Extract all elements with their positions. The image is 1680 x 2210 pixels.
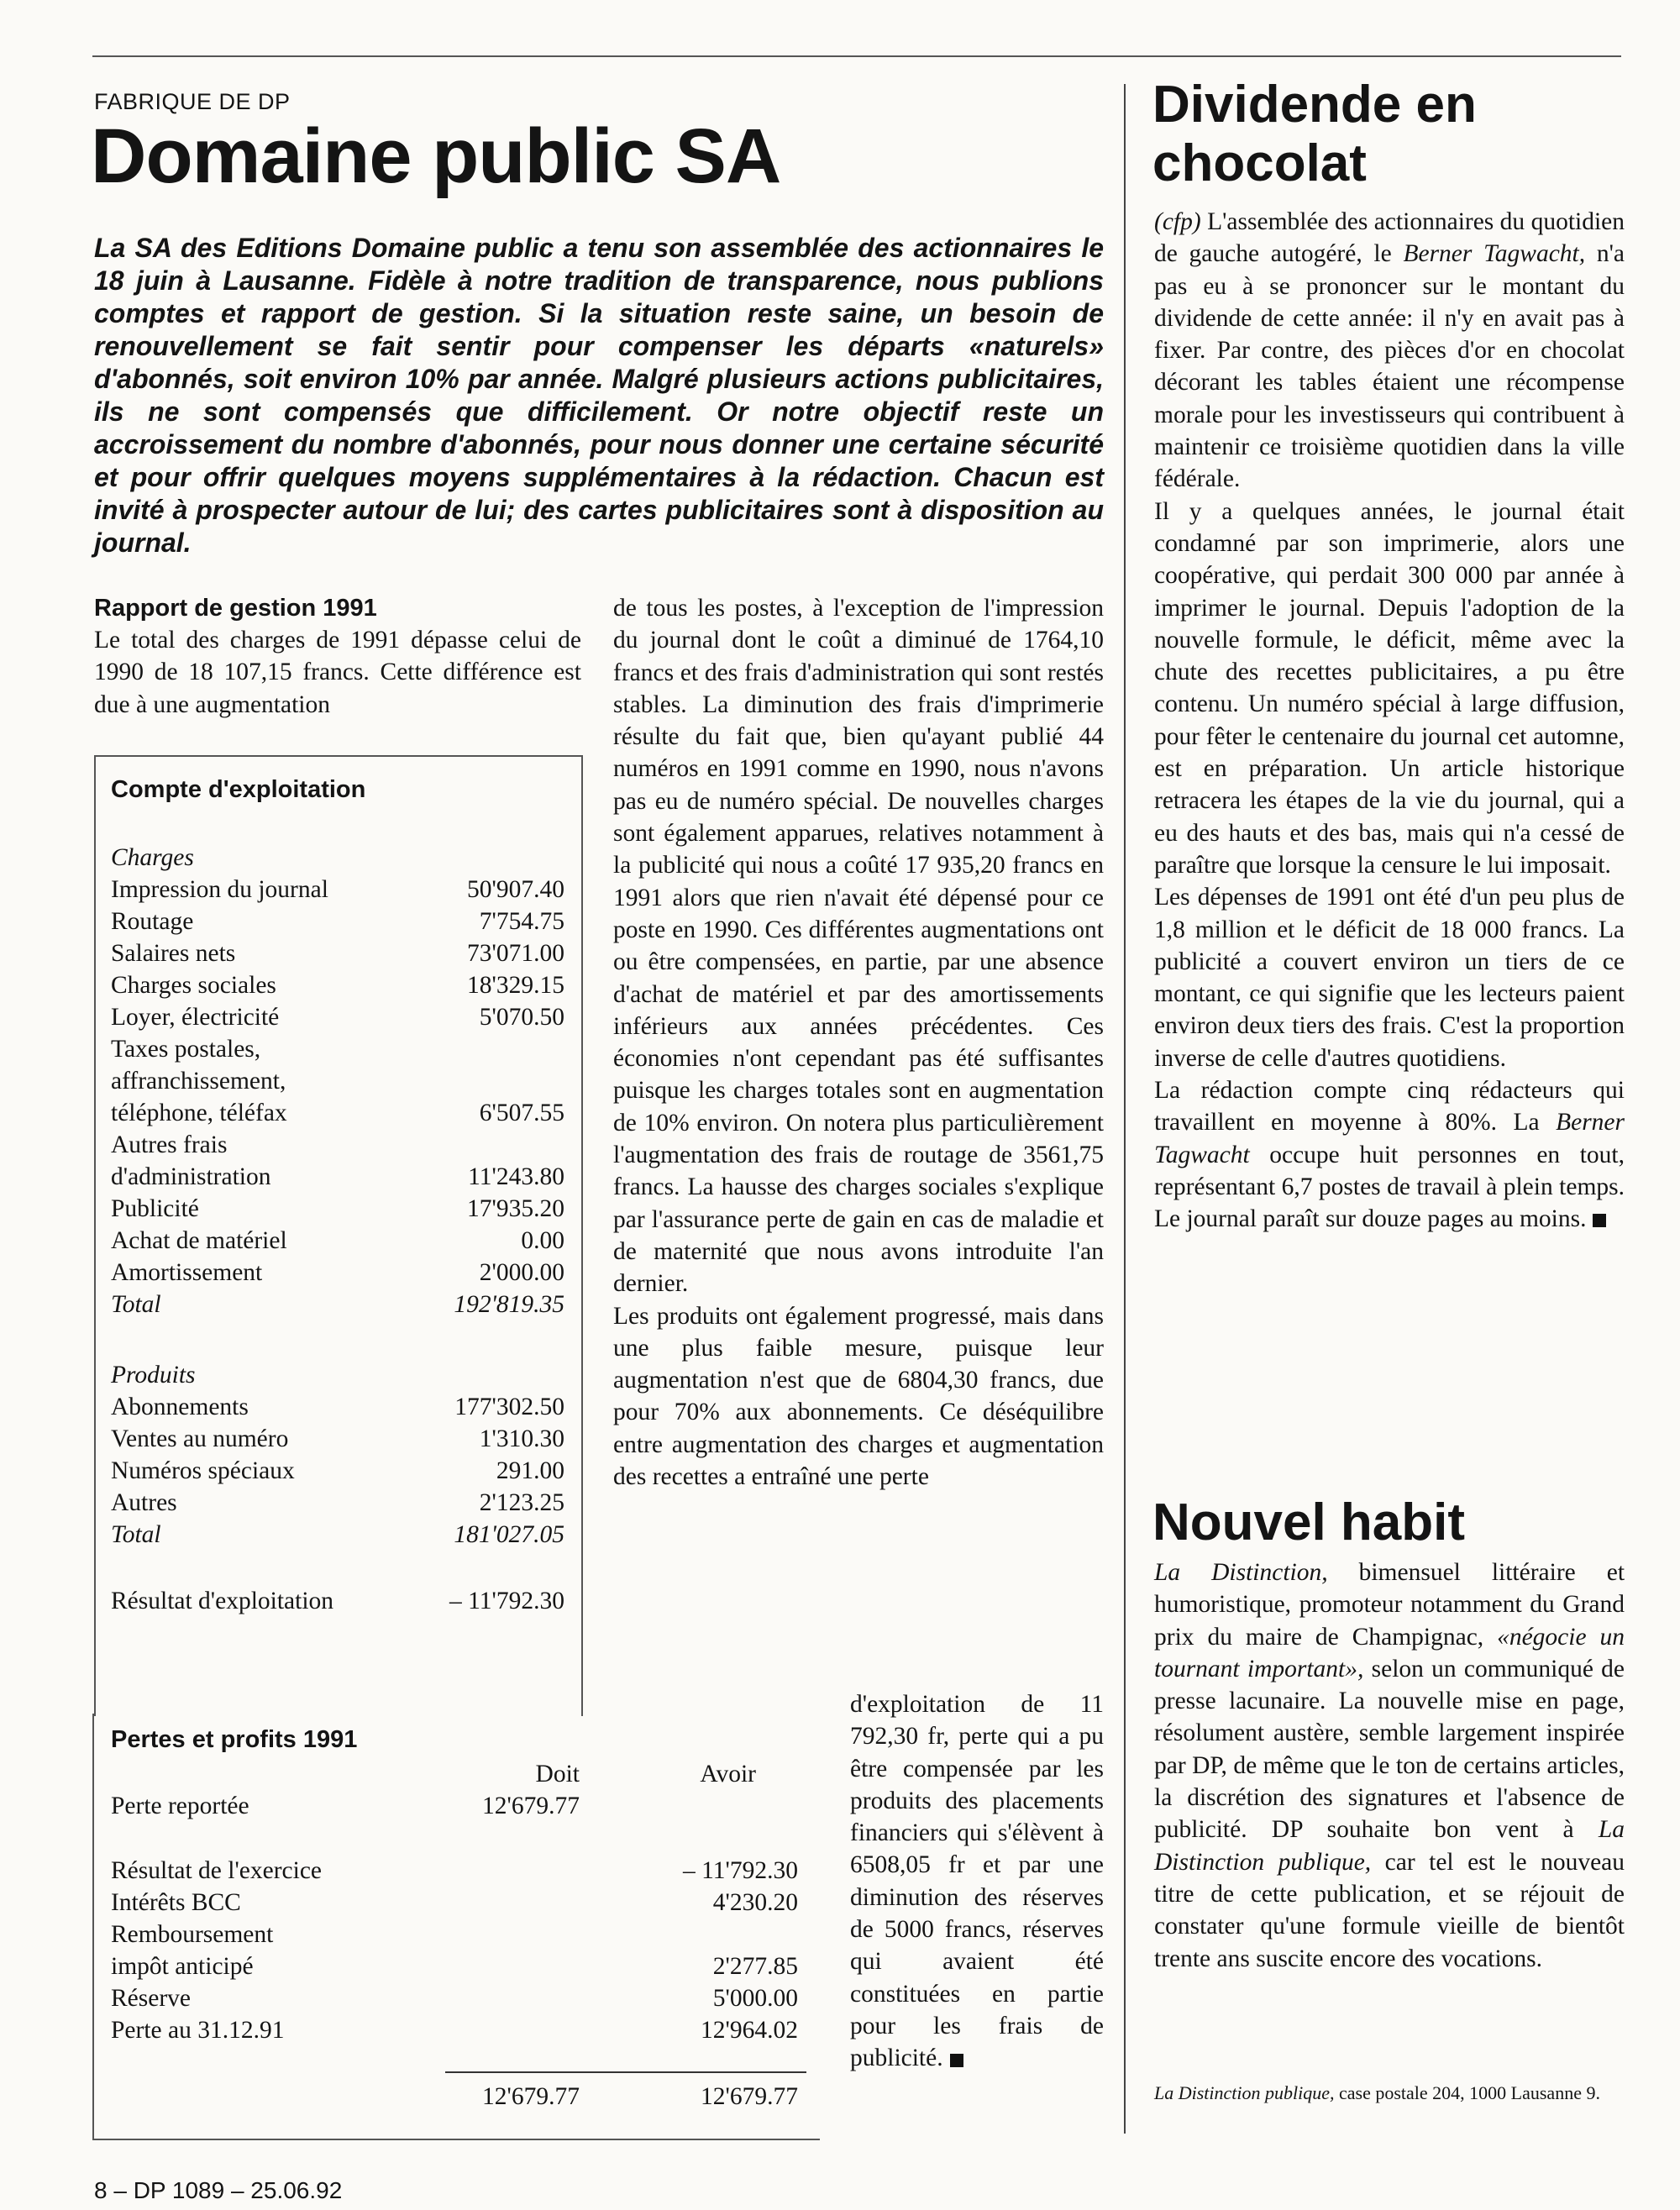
end-mark-icon: [1593, 1214, 1606, 1227]
resultat-label: Résultat d'exploitation: [111, 1588, 334, 1614]
dividende-p1-b: n'a pas eu à se prononcer sur le montant du dividende de cette année: il n'y en avait pas à fixer. Par contre, des pièces d'or en chocolat décorant les tables étaient une récompense morale pour les investisseurs qui contribuent à maintenir ce troisième quotidien dans la ville fédérale.: [1154, 240, 1625, 493]
charges-row: [111, 1193, 564, 1225]
charges-row-value: 192'819.35: [454, 1291, 564, 1318]
dividende-p4-a: La rédaction compte cinq rédacteurs qui travaillent en moyenne à 80%. La: [1154, 1077, 1625, 1136]
habit-em2: «négocie un tournant important»,: [1154, 1623, 1625, 1682]
pertes-row-label: Réserve: [111, 1985, 192, 2012]
col-doit-header: Doit: [535, 1761, 580, 1787]
rapport-column-1: [94, 592, 581, 721]
charges-row-value: 5'070.50: [479, 1004, 564, 1031]
produits-row-label: Total: [111, 1521, 161, 1548]
charges-row-value: 7'754.75: [479, 908, 564, 935]
produits-row-label: Autres: [111, 1489, 177, 1516]
charges-row-label: Total: [111, 1291, 161, 1318]
charges-row-label: Publicité: [111, 1195, 199, 1222]
pertes-row-avoir: 2'277.85: [712, 1953, 798, 1980]
pertes-heading: Pertes et profits 1991: [111, 1726, 358, 1753]
charges-row-label: affranchissement,: [111, 1068, 286, 1095]
produits-row-value: 1'310.30: [479, 1425, 564, 1452]
charges-row-label: Routage: [111, 908, 194, 935]
charges-row-label: Amortissement: [111, 1259, 263, 1286]
dividende-p1-a: L'assemblée des actionnaires du quotidien de gauche autogéré, le: [1154, 208, 1625, 268]
charges-row-label: Autres frais: [111, 1131, 228, 1158]
produits-row: [111, 1487, 564, 1519]
charges-row-value: 18'329.15: [467, 972, 564, 999]
pertes-total-doit: 12'679.77: [482, 2083, 580, 2110]
habit-title: Nouvel habit: [1152, 1493, 1466, 1551]
top-rule: [92, 55, 1621, 57]
charges-row-value: 2'000.00: [479, 1259, 564, 1286]
produits-row-value: 177'302.50: [454, 1394, 564, 1420]
charges-row-value: 11'243.80: [468, 1163, 564, 1190]
charges-row: [111, 906, 564, 937]
charges-row: [111, 874, 564, 906]
charges-row-label: Achat de matériel: [111, 1227, 287, 1254]
rapport-heading: Rapport de gestion 1991: [94, 595, 377, 622]
charges-row-value: 6'507.55: [479, 1100, 564, 1126]
pertes-row-doit: 12'679.77: [482, 1793, 580, 1819]
produits-row: [111, 1519, 564, 1551]
habit-note-em: La Distinction publique,: [1154, 2082, 1335, 2103]
rapport-paragraph: Le total des charges de 1991 dépasse celui de 1990 de 18 107,15 francs. Cette différence est due à une augmentation: [94, 627, 581, 718]
pertes-row-label: Remboursement: [111, 1921, 274, 1948]
pertes-row-label: Perte reportée: [111, 1793, 249, 1819]
charges-row-value: 17'935.20: [467, 1195, 564, 1222]
dividende-body: [1154, 206, 1625, 1236]
dividende-title-line1: Dividende en: [1152, 76, 1477, 134]
charges-row-label: Salaires nets: [111, 940, 236, 967]
pertes-row-avoir: 12'964.02: [701, 2017, 798, 2044]
charges-row-label: téléphone, téléfax: [111, 1100, 287, 1126]
pertes-total-avoir: 12'679.77: [701, 2083, 798, 2110]
dividende-byline: (cfp): [1154, 208, 1201, 235]
resultat-value: – 11'792.30: [449, 1588, 564, 1614]
charges-row: [111, 1033, 564, 1065]
charges-row: [111, 1129, 564, 1161]
habit-t2: selon un communiqué de presse lacunaire. La nouvelle mise en page, résolument austère, semble largement inspirée par DP, de même que le ton de certains articles, la discrétion des signatures et l'absence de publicité. DP souhaite bon vent à: [1154, 1655, 1625, 1844]
produits-row: [111, 1391, 564, 1423]
charges-label: Charges: [111, 844, 194, 871]
charges-row-label: d'administration: [111, 1163, 271, 1190]
pertes-row-label: Perte au 31.12.91: [111, 2017, 285, 2044]
rapport-paragraph-2-cont: d'exploitation de 11 792,30 fr, perte qui a pu être compensée par les produits des placements financiers qui s'élèvent à 6508,05 fr et par une diminution des réserves de 5000 francs, réserves qui avaient été constituées en partie pour les frais de publicité.: [850, 1691, 1104, 2072]
rapport-paragraph-cont: de tous les postes, à l'exception de l'impression du journal dont le coût a diminué de 1764,10 francs et des frais d'administration qui sont restés stables. La diminution des frais d'imprimerie résulte du fait que, bien qu'ayant publié 44 numéros en 1991 comme en 1990, nous n'avons pas eu de numéro spécial. De nouvelles charges sont également apparues, relatives notamment à la publicité qui nous a coûté 17 935,20 francs en 1991 alors que rien n'avait été dépensé pour ce poste en 1990. Ces différentes augmentations ont ou être compensées, en partie, par une absence d'achat de matériel et par des amortissements inférieurs aux années précédentes. Ces économies n'ont cependant pas été suffisantes puisque les charges totales sont en augmentation de 10% environ. On notera plus particulièrement l'augmentation des frais de routage de 3561,75 francs. La hausse des charges sociales s'explique par l'assurance perte de gain en cas de maladie et de maternité que nous avons introduite l'an dernier.: [613, 595, 1104, 1298]
produits-row-value: 2'123.25: [479, 1489, 564, 1516]
produits-row-value: 181'027.05: [454, 1521, 564, 1548]
produits-row: [111, 1455, 564, 1487]
produits-row-label: Abonnements: [111, 1394, 249, 1420]
rapport-paragraph-2: Les produits ont également progressé, mais dans une plus faible mesure, puisque leur augmentation n'est que de 6804,30 francs, due pour 70% aux abonnements. Ce déséquilibre entre augmentation des charges et augmentation des recettes a entraîné une perte: [613, 1302, 1104, 1491]
rapport-column-2: [613, 592, 1104, 1493]
dividende-p1-em: Berner Tagwacht,: [1403, 240, 1586, 268]
charges-row: [111, 1257, 564, 1289]
produits-row-label: Numéros spéciaux: [111, 1457, 295, 1484]
article-title: Domaine public SA: [91, 113, 781, 199]
pertes-row-avoir: 4'230.20: [712, 1889, 798, 1916]
charges-row-value: 0.00: [521, 1227, 564, 1254]
dividende-p4-b: occupe huit personnes en tout, représentant 6,7 postes de travail à plein temps. Le journal paraît sur douze pages au moins.: [1154, 1141, 1625, 1233]
dividende-p2: Il y a quelques années, le journal était condamné par son imprimerie, alors une coopérative, qui perdait 300 000 par année à imprimer le journal. Depuis l'adoption de la nouvelle formule, le déficit, même avec la chute des recettes publicitaires, a pu être contenu. Un numéro spécial à large diffusion, pour fêter le centenaire du journal cet automne, est en préparation. Un article historique retracera les étapes de la vie du journal, qui a eu des hauts et des bas, mais qui n'a cessé de paraître que lorsque la censure le lui imposait.: [1154, 497, 1625, 879]
charges-row: [111, 1225, 564, 1257]
resultat-row: [111, 1585, 564, 1617]
habit-t3: car tel est le nouveau titre de cette publication, et se réjouit de constater qu'une formule vieille de bientôt trente ans suscite encore des vocations.: [1154, 1848, 1625, 1972]
rapport-column-3: [850, 1688, 1104, 2075]
habit-em3: La Distinction publique,: [1154, 1816, 1625, 1876]
charges-row: [111, 1001, 564, 1033]
col-avoir-header: Avoir: [700, 1761, 756, 1787]
dividende-title-line2: chocolat: [1152, 134, 1367, 192]
charges-row: [111, 1161, 564, 1193]
section-kicker: FABRIQUE DE DP: [94, 89, 291, 114]
produits-row-label: Ventes au numéro: [111, 1425, 289, 1452]
dividende-p4-em: Berner Tagwacht: [1154, 1109, 1625, 1168]
pertes-total-rule: [445, 2071, 806, 2073]
end-mark-icon: [950, 2054, 963, 2067]
habit-note-text: case postale 204, 1000 Lausanne 9.: [1339, 2082, 1600, 2103]
charges-row: [111, 969, 564, 1001]
charges-row-label: Impression du journal: [111, 876, 328, 903]
article-intro: La SA des Editions Domaine public a tenu son assemblée des actionnaires le 18 juin à Lausanne. Fidèle à notre tradition de transparence, nous publions comptes et rapport de gestion. Si la situation reste saine, un besoin de renouvellement se fait sentir pour compenser les départs «naturels» d'abonnés, soit environ 10% par année. Malgré plusieurs actions publicitaires, ils ne sont compensés que difficilement. Or notre objectif reste un accroissement du nombre d'abonnés, pour nous donner une certaine sécurité et pour offrir quelques moyens supplémentaires à la rédaction. Chacun est invité à prospecter autour de lui; des cartes publicitaires sont à disposition au journal.: [94, 233, 1104, 558]
dividende-p3: Les dépenses de 1991 ont été d'un peu plus de 1,8 million et le déficit de 18 000 francs. La publicité a couvert environ un tiers de ce montant, ce qui signifie que les lecteurs paient environ deux tiers des frais. C'est la proportion inverse de celle d'autres quotidiens.: [1154, 884, 1625, 1072]
habit-note: [1154, 2081, 1625, 2106]
column-divider: [1124, 84, 1126, 2134]
habit-t1: bimensuel littéraire et humoristique, promoteur notamment du Grand prix du maire de Champignac,: [1154, 1559, 1625, 1651]
charges-row: [111, 937, 564, 969]
charges-row: [111, 1097, 564, 1129]
pertes-row-avoir: – 11'792.30: [683, 1857, 798, 1884]
pertes-row-label: Intérêts BCC: [111, 1889, 241, 1916]
charges-row-value: 50'907.40: [467, 876, 564, 903]
habit-em1: La Distinction,: [1154, 1559, 1328, 1586]
pertes-row-avoir: 5'000.00: [712, 1985, 798, 2012]
charges-row: [111, 1065, 564, 1097]
dividende-title: [1152, 76, 1477, 193]
produits-row-value: 291.00: [496, 1457, 564, 1484]
produits-row: [111, 1423, 564, 1455]
pertes-row-label: impôt anticipé: [111, 1953, 254, 1980]
pertes-row-label: Résultat de l'exercice: [111, 1857, 323, 1884]
charges-row-value: 73'071.00: [467, 940, 564, 967]
compte-heading: Compte d'exploitation: [111, 776, 366, 803]
produits-label: Produits: [111, 1362, 196, 1388]
charges-row-label: Loyer, électricité: [111, 1004, 280, 1031]
charges-row: [111, 1289, 564, 1320]
page-footer: 8 – DP 1089 – 25.06.92: [94, 2177, 343, 2203]
charges-row-label: Charges sociales: [111, 972, 276, 999]
charges-row-label: Taxes postales,: [111, 1036, 261, 1063]
habit-body: [1154, 1556, 1625, 1975]
